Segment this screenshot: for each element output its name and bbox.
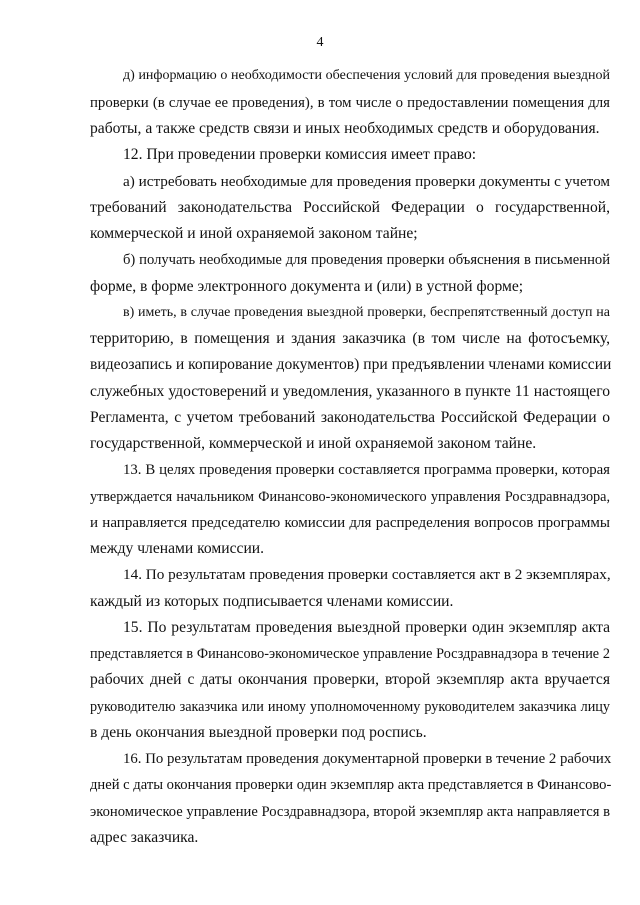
paragraph-line: территорию, в помещения и здания заказчика (в том числе на фотосъемку, bbox=[90, 330, 610, 347]
paragraph-line: утверждается начальником Финансово-экономического управления Росздравнадзора, bbox=[90, 489, 610, 505]
paragraph-line: служебных удостоверений и уведомления, указанного в пункте 11 настоящего bbox=[90, 383, 610, 400]
paragraph-line: а) истребовать необходимые для проведения проверки документы с учетом bbox=[123, 173, 611, 190]
paragraph-line: рабочих дней с даты окончания проверки, второй экземпляр акта вручается bbox=[90, 671, 610, 688]
paragraph-line: требований законодательства Российской Федерации о государственной, bbox=[90, 199, 610, 216]
paragraph-line: форме, в форме электронного документа и (или) в устной форме; bbox=[90, 278, 524, 295]
paragraph-line: коммерческой и иной охраняемой законом тайне; bbox=[90, 225, 418, 242]
paragraph-line: между членами комиссии. bbox=[90, 540, 265, 557]
paragraph-line: представляется в Финансово-экономическое управление Росздравнадзора в течение 2 bbox=[90, 646, 610, 662]
paragraph-line: и направляется председателю комиссии для распределения вопросов программы bbox=[90, 515, 610, 531]
paragraph-line: 14. По результатам проведения проверки составляется акт в 2 экземплярах, bbox=[123, 566, 611, 583]
paragraph-line: экономическое управление Росздравнадзора, второй экземпляр акта направляется в bbox=[90, 804, 610, 820]
paragraph-line: проверки (в случае ее проведения), в том числе о предоставлении помещения для bbox=[90, 95, 610, 111]
paragraph-line: работы, а также средств связи и иных необходимых средств и оборудования. bbox=[90, 120, 600, 137]
paragraph-line: 12. При проведении проверки комиссия имеет право: bbox=[123, 146, 477, 163]
paragraph-line: в день окончания выездной проверки под роспись. bbox=[90, 724, 427, 741]
page-number: 4 bbox=[316, 35, 324, 50]
paragraph-line: 13. В целях проведения проверки составляется программа проверки, которая bbox=[123, 462, 610, 478]
paragraph-line: б) получать необходимые для проведения проверки объяснения в письменной bbox=[123, 252, 610, 268]
paragraph-line: государственной, коммерческой и иной охраняемой законом тайне. bbox=[90, 435, 537, 452]
paragraph-line: д) информацию о необходимости обеспечения условий для проведения выездной bbox=[123, 68, 610, 83]
paragraph-line: видеозапись и копирование документов) при предъявлении членами комиссии bbox=[90, 356, 612, 373]
paragraph-line: в) иметь, в случае проведения выездной проверки, беспрепятственный доступ на bbox=[123, 305, 610, 320]
paragraph-line: 15. По результатам проведения выездной проверки один экземпляр акта bbox=[123, 619, 610, 636]
paragraph-line: руководителю заказчика или иному уполномоченному руководителем заказчика лицу bbox=[90, 699, 610, 715]
paragraph-line: 16. По результатам проведения документарной проверки в течение 2 рабочих bbox=[123, 751, 612, 767]
paragraph-line: Регламента, с учетом требований законодательства Российской Федерации о bbox=[90, 409, 610, 426]
paragraph-line: каждый из которых подписывается членами комиссии. bbox=[90, 593, 454, 610]
paragraph-line: адрес заказчика. bbox=[90, 829, 199, 846]
paragraph-line: дней с даты окончания проверки один экземпляр акта представляется в Финансово- bbox=[90, 777, 612, 793]
